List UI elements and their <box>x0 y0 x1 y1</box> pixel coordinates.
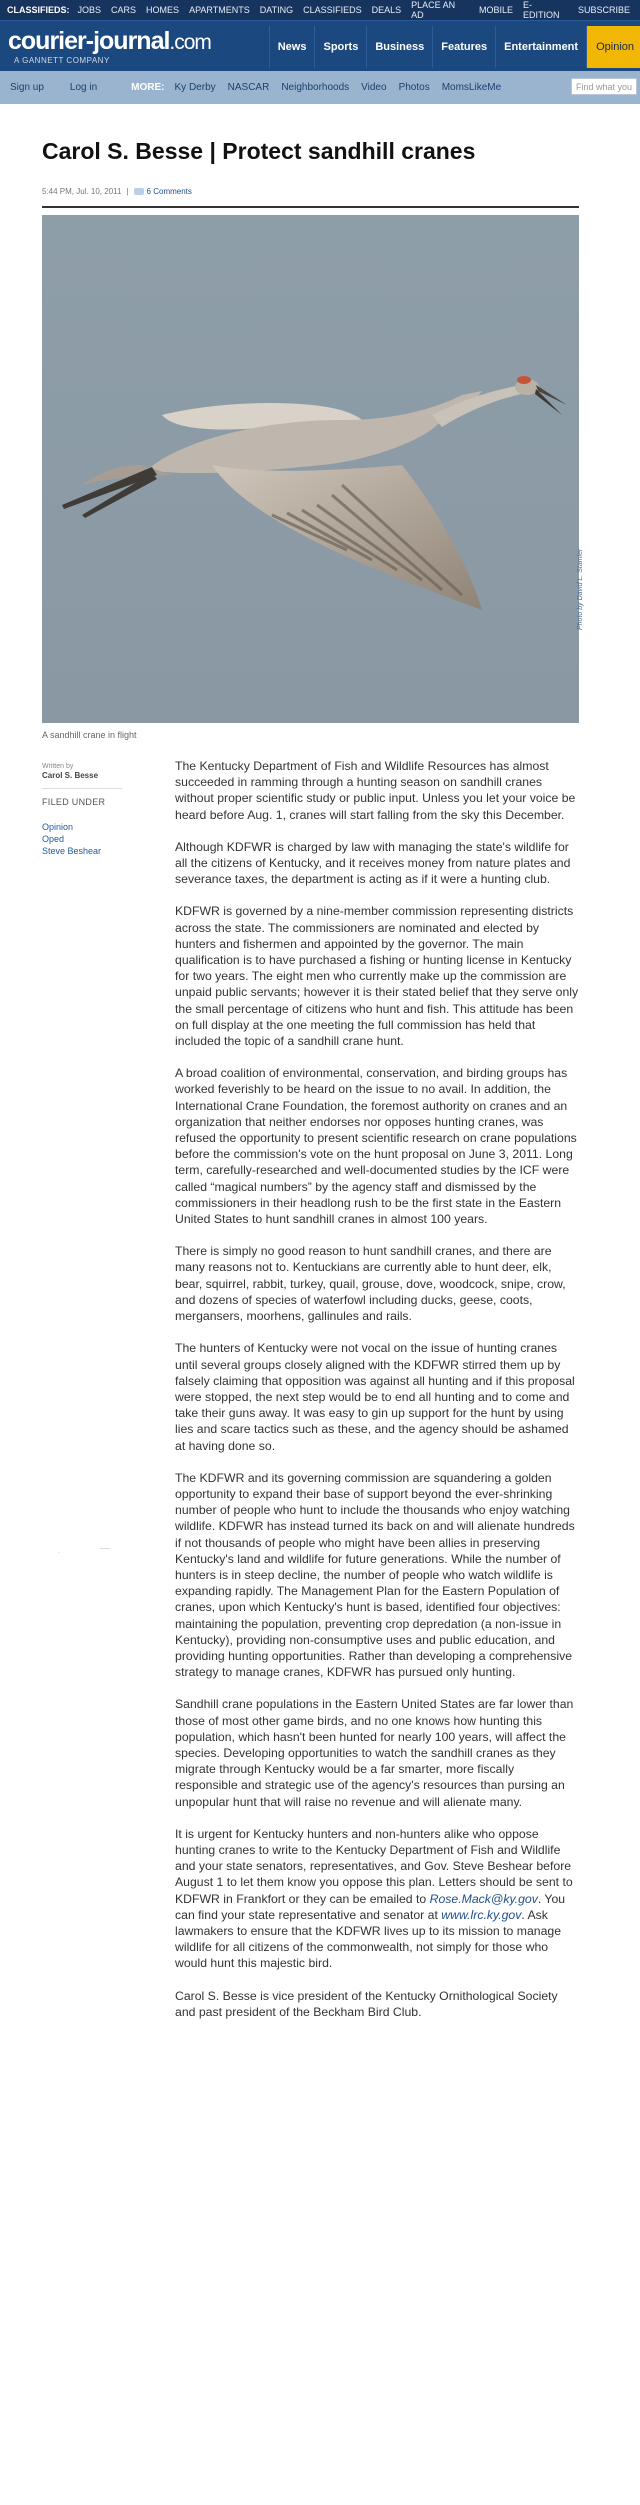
nav-opinion[interactable]: Opinion <box>586 26 640 68</box>
nav-sports[interactable]: Sports <box>314 26 366 68</box>
tag-opinion[interactable]: Opinion <box>42 822 74 832</box>
subnav-nascar[interactable]: NASCAR <box>227 82 270 93</box>
paragraph: A broad coalition of environmental, conservation, and birding groups has worked feverishly to be heard on the issue to no avail. In addition, the International Crane Foundation, the foremost authority on cranes and an organization that neither endorses nor opposes hunting cranes, was refused the opportunity to present scientific research on crane populations before the commission's vote on the hunt proposal on June 3, 2011. Long term, carefully-researched and well-documented studies by the ICF were called “magical numbers” by the agency staff and dismissed by the commissioners in their headlong rush to be the first state in the Eastern United States to hunt sandhill cranes in almost 100 years. <box>175 1066 577 1227</box>
tag-steve-beshear[interactable]: Steve Beshear <box>42 846 102 856</box>
headline-divider <box>42 206 579 208</box>
sidebar-small-rule <box>100 1548 110 1549</box>
author-name: Carol S. Besse <box>42 771 99 780</box>
paragraph: KDFWR is governed by a nine-member commission representing districts across the state. The commissioners are nominated and elected by hunters and fishermen and appointed by the governor. The main qualification is to have purchased a fishing or hunting license in Kentucky for two years. The eight men who currently make up the commission are unpaid public servants; however it is their stated belief that they serve only the small percentage of citizens who hunt and fish. This attitude has been on full display at the one meeting the full commission has held that included the topic of a sandhill crane hunt. <box>175 904 579 1049</box>
topbar-link-jobs[interactable]: JOBS <box>77 5 102 15</box>
classifieds-bar <box>0 0 640 20</box>
subnav-video[interactable]: Video <box>361 82 387 93</box>
nav-features[interactable]: Features <box>432 26 495 68</box>
logo-tagline: A GANNETT COMPANY <box>14 56 110 65</box>
more-label: MORE: <box>131 82 165 93</box>
paragraph: The KDFWR and its governing commission are squandering a golden opportunity to expand their base of support beyond the ever-shrinking number of people who hunt to include the thousands who enjoy watching wildlife. KDFWR has instead turned its back on and will alienate hundreds if not thousands of people who might have been allies in preserving Kentucky's land and wildlife for future generations. While the number of hunters is in steep decline, the number of people who watch wildlife is expanding rapidly. The Management Plan for the Eastern Population of cranes, upon which Kentucky's hunt is based, identified four objectives: maintaining the population, preventing crop depredation (a non-issue in Kentucky), providing non-consumptive uses and public education, and providing hunting opportunities. Rather than developing a comprehensive strategy to manage cranes, KDFWR has pursued only hunting. <box>175 1470 575 1680</box>
article-headline: Carol S. Besse | Protect sandhill cranes <box>42 138 476 164</box>
subnav-momslikeme[interactable]: MomsLikeMe <box>441 82 502 93</box>
filed-under-label: FILED UNDER <box>42 797 106 807</box>
website-link[interactable]: www.lrc.ky.gov <box>441 1907 522 1922</box>
sidebar-dot: · <box>58 1550 60 1556</box>
topbar-link-mobile[interactable]: MOBILE <box>478 5 513 15</box>
paragraph: The Kentucky Department of Fish and Wildlife Resources has almost succeeded in ramming through a hunting season on sandhill cranes without proper scientific study or public input. Unless you let your voice be heard before Aug. 1, cranes will start falling from the sky this December. <box>175 759 576 822</box>
paragraph: The hunters of Kentucky were not vocal on the issue of hunting cranes until several groups closely aligned with the KDFWR stirred them up by falsely claiming that opposition was against all hunting and if this proposal were stopped, the next step would be to end all hunting and to come and take their guns away. It was easy to gin up support for the hunt by using lies and scare tactics such as these, and the agency should be ashamed at having done so. <box>175 1341 575 1453</box>
topbar-link-dating[interactable]: DATING <box>259 5 294 15</box>
article-meta <box>42 187 192 196</box>
comment-bubble-icon[interactable] <box>134 188 144 195</box>
author-bio: Carol S. Besse is vice president of the Kentucky Ornithological Society and past president of the Beckham Bird Club. <box>175 1988 558 2019</box>
topbar-link-classifieds[interactable]: CLASSIFIEDS <box>303 5 362 15</box>
subnav-ky-derby[interactable]: Ky Derby <box>174 82 216 93</box>
search-input[interactable]: Find what you <box>571 78 637 95</box>
masthead <box>0 20 640 71</box>
contact-text-2: . You can find your state representative and senator at <box>175 1891 566 1922</box>
contact-text-1: It is urgent for Kentucky hunters and non-hunters alike who oppose hunting cranes to write to the Kentucky Department of Fish and Wildlife and your state senators, representatives, and Gov. Steve Beshear before August 1 to let them know you oppose this plan. Letters should be sent to KDFWR in Frankfort or they can be emailed to <box>175 1826 573 1906</box>
meta-separator: | <box>126 187 129 196</box>
site-logo[interactable] <box>8 27 211 56</box>
contact-text-3: . Ask lawmakers to ensure that the KDFWR lives up to its mission to manage wildlife for all citizens of the commonwealth, not simply for those who would hunt this majestic bird. <box>175 1907 562 1971</box>
article-sidebar <box>42 763 122 856</box>
topbar-link-deals[interactable]: DEALS <box>371 5 402 15</box>
tag-oped[interactable]: Oped <box>42 834 65 844</box>
logo-suffix: .com <box>169 31 211 54</box>
nav-entertainment[interactable]: Entertainment <box>495 26 586 68</box>
topbar-link-place-an-ad[interactable]: PLACE AN AD <box>411 0 456 20</box>
sandhill-crane-image <box>42 215 579 723</box>
topbar-link-apartments[interactable]: APARTMENTS <box>189 5 250 15</box>
topbar-link-homes[interactable]: HOMES <box>146 5 180 15</box>
main-nav <box>269 26 640 68</box>
sidebar-divider <box>42 788 122 789</box>
photo-credit: Photo by David L. Stamler <box>577 548 584 630</box>
classifieds-label: CLASSIFIEDS: <box>7 5 70 15</box>
timestamp: 5:44 PM, Jul. 10, 2011 <box>42 187 122 196</box>
photo-caption: A sandhill crane in flight <box>42 730 137 740</box>
topbar-link-subscribe[interactable]: SUBSCRIBE <box>577 5 630 15</box>
signup-link[interactable]: Sign up <box>10 82 44 93</box>
crane-photo <box>42 215 579 723</box>
written-by-label: Written by <box>42 763 74 770</box>
nav-business[interactable]: Business <box>366 26 432 68</box>
paragraph: There is simply no good reason to hunt sandhill cranes, and there are many reasons not to. Kentuckians are currently able to hunt deer, elk, bear, squirrel, rabbit, turkey, quail, grouse, dove, woodcock, snipe, crow, and dozens of species of waterfowl including ducks, geese, coots, mergansers, moorhens, gallinules and rails. <box>175 1244 566 1324</box>
login-link[interactable]: Log in <box>69 82 98 93</box>
article-body <box>175 758 580 2036</box>
logo-main: courier-journal <box>8 27 170 55</box>
comments-link[interactable]: 6 Comments <box>146 187 192 196</box>
email-link[interactable]: Rose.Mack@ky.gov <box>429 1891 538 1906</box>
topbar-link-e-edition[interactable]: E-EDITION <box>523 0 560 20</box>
subnav-photos[interactable]: Photos <box>398 82 430 93</box>
subnav-neighborhoods[interactable]: Neighborhoods <box>281 82 350 93</box>
paragraph-contact <box>175 1826 580 1972</box>
paragraph: Although KDFWR is charged by law with managing the state's wildlife for all the citizens of Kentucky, and it receives money from nature plates and severance taxes, the department is acting as if it were a hunting club. <box>175 839 571 887</box>
sub-nav <box>0 71 640 104</box>
nav-news[interactable]: News <box>269 26 315 68</box>
topbar-link-cars[interactable]: CARS <box>111 5 137 15</box>
paragraph: Sandhill crane populations in the Eastern United States are far lower than those of most other game birds, and no one knows how hunting this population, which hasn't been hunted for nearly 100 years, will affect the species. Developing opportunities to watch the sandhill cranes as they migrate through Kentucky would be a far smarter, more fiscally responsible and strategic use of the agency's resources than pursing an unpopular hunt that will raise no revenue and will alienate many. <box>175 1697 574 1809</box>
